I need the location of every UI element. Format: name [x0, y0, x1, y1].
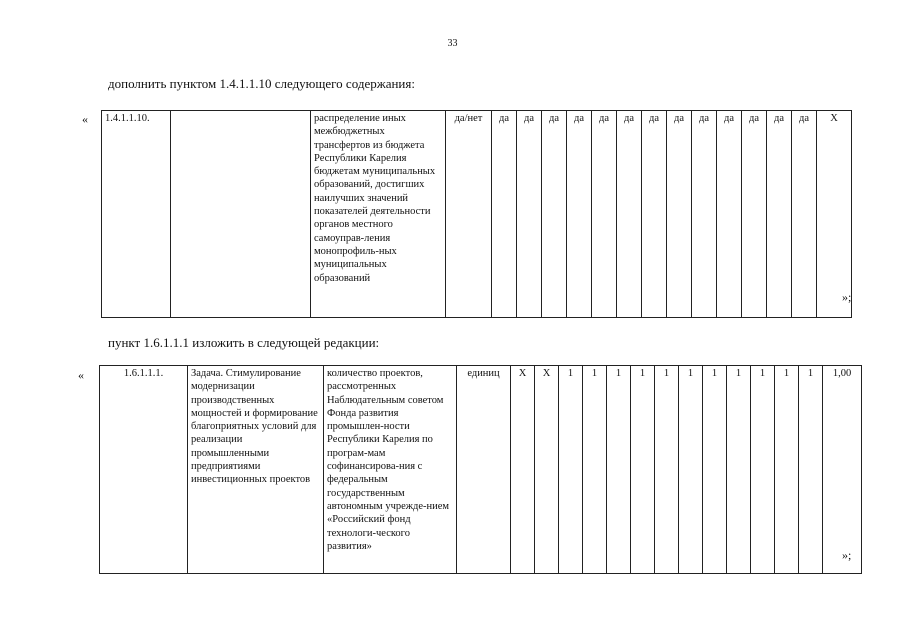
section2-intro: пункт 1.6.1.1.1 изложить в следующей редакции: [108, 335, 380, 350]
row-value: да [667, 111, 692, 318]
row-value: да [692, 111, 717, 318]
row-value: да [767, 111, 792, 318]
row-unit: да/нет [446, 111, 492, 318]
section1-table [101, 110, 852, 318]
section2-open-quote: « [78, 368, 84, 382]
row-code: 1.6.1.1.1. [100, 366, 188, 574]
row-indicator: распределение иных межбюджетных трансфертов из бюджета Республики Карелия бюджетам муниципальных образований, достигших наилучших значений показателей деятельности органов местного самоуправ-ления монопрофиль-ных муниципальных образований [311, 111, 446, 318]
row-value: да [492, 111, 517, 318]
row-indicator: количество проектов, рассмотренных Наблюдательным советом Фонда развития промышлен-ности Республики Карелия по програм-мам софинансирова-ния с федеральным государственным автономным учрежде-нием «Российский фонд технологи-ческого развития» [324, 366, 457, 574]
row-value: да [742, 111, 767, 318]
row-value: да [567, 111, 592, 318]
row-value: Х [817, 111, 852, 318]
row-value: 1 [775, 366, 799, 574]
row-name: Задача. Стимулирование модернизации производственных мощностей и формирование благоприятных условий для реализации промышленными предприятиями инвестиционных проектов [188, 366, 324, 574]
section2-table [99, 365, 862, 574]
row-value: Х [511, 366, 535, 574]
row-value: 1,00 [823, 366, 862, 574]
section2-close-quote: »; [842, 548, 852, 562]
row-value: да [542, 111, 567, 318]
row-value: да [792, 111, 817, 318]
table-row [100, 366, 862, 574]
row-value: 1 [703, 366, 727, 574]
row-value: да [642, 111, 667, 318]
row-name [171, 111, 311, 318]
section1-open-quote: « [82, 112, 88, 126]
row-unit: единиц [457, 366, 511, 574]
row-value: 1 [655, 366, 679, 574]
row-value: 1 [559, 366, 583, 574]
row-value: да [617, 111, 642, 318]
section1-intro: дополнить пунктом 1.4.1.1.10 следующего содержания: [108, 76, 415, 91]
row-value: да [517, 111, 542, 318]
row-value: 1 [751, 366, 775, 574]
row-value: 1 [583, 366, 607, 574]
row-value: 1 [727, 366, 751, 574]
row-value: да [717, 111, 742, 318]
row-value: 1 [679, 366, 703, 574]
row-value: 1 [631, 366, 655, 574]
section1-close-quote: »; [842, 290, 852, 304]
row-value: 1 [607, 366, 631, 574]
row-value: Х [535, 366, 559, 574]
row-value: да [592, 111, 617, 318]
table-row [102, 111, 852, 318]
row-code: 1.4.1.1.10. [102, 111, 171, 318]
row-value: 1 [799, 366, 823, 574]
page-number: 33 [447, 38, 458, 49]
